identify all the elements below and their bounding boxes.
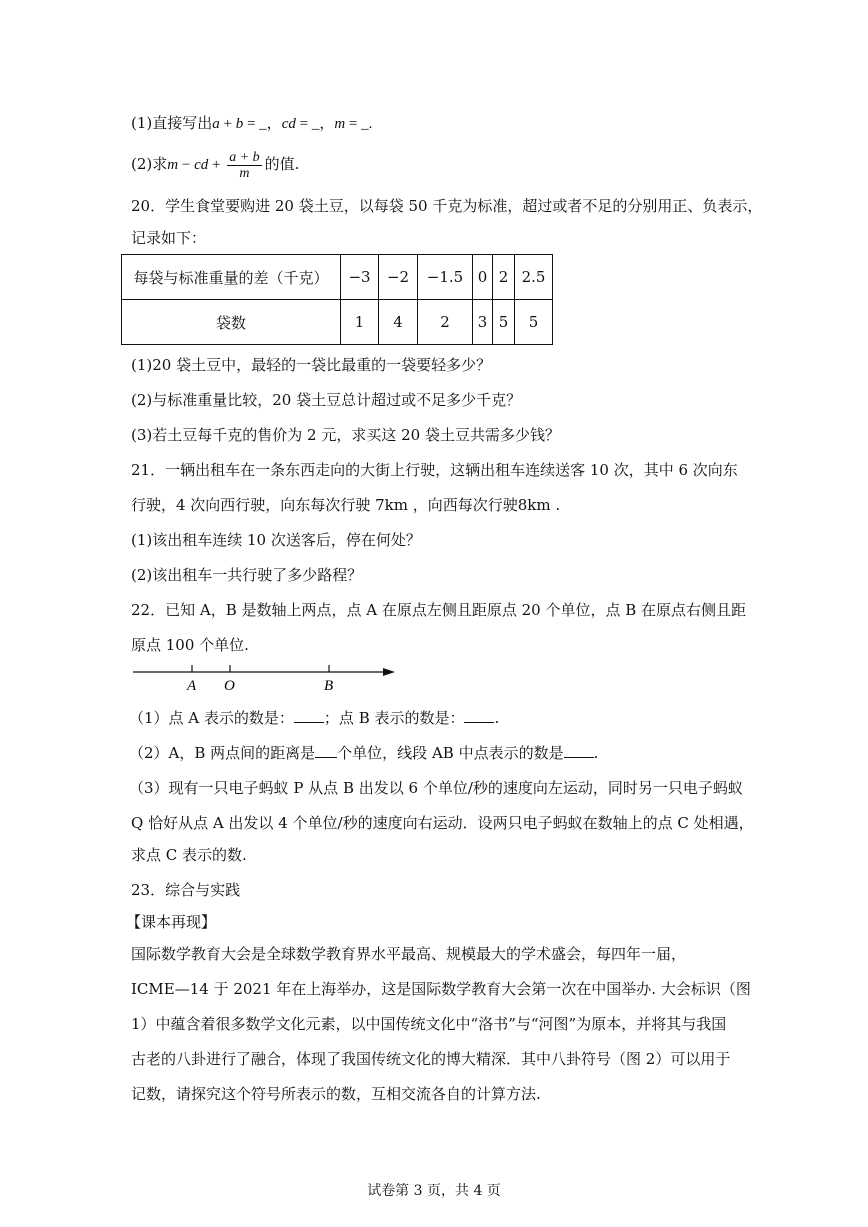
- q19-part1: (1)直接写出a + b = _，cd = _，m = _.: [131, 114, 373, 132]
- q23-para-line3: 1）中蕴含着很多数学文化元素，以中国传统文化中“洛书”与“河图”为原本，并将其与我国: [131, 1015, 727, 1033]
- fraction: $\frac{a + b}{m}$: [229, 149, 260, 181]
- table-header-cell: 袋数: [122, 300, 341, 345]
- answer-blank[interactable]: [315, 743, 337, 758]
- q21-sub1: (1)该出租车连续 10 次送客后，停在何处？: [131, 531, 421, 549]
- q23-section-heading: 【课本再现】: [126, 913, 217, 931]
- table-cell: 3: [473, 300, 493, 345]
- answer-blank[interactable]: [464, 708, 494, 723]
- q22-sub3-line2: Q 恰好从点 A 出发以 4 个单位/秒的速度向右运动．设两只电子蚂蚁在数轴上的点 C 处相遇，: [131, 814, 754, 832]
- point-label-o: O: [224, 678, 235, 694]
- q22-sub3-line1: （3）现有一只电子蚂蚁 P 从点 B 出发以 6 个单位/秒的速度向左运动，同时另一只电子蚂蚁: [129, 779, 743, 797]
- table-header-cell: 每袋与标准重量的差（千克）: [122, 255, 341, 300]
- number-line-figure: [131, 660, 401, 696]
- table-cell: 2: [493, 255, 515, 300]
- q21-sub2: (2)该出租车一共行驶了多少路程？: [131, 566, 363, 584]
- q23-para-line4: 古老的八卦进行了融合，体现了我国传统文化的博大精深．其中八卦符号（图 2）可以用于: [131, 1050, 731, 1068]
- weight-record-table: [121, 254, 553, 345]
- table-cell: −1.5: [418, 255, 473, 300]
- q20-sub1: (1)20 袋土豆中，最轻的一袋比最重的一袋要轻多少？: [131, 356, 492, 374]
- point-label-a: A: [187, 678, 197, 694]
- table-cell: 5: [493, 300, 515, 345]
- q21-stem-line2: 行驶，4 次向西行驶，向东每次行驶 7km ，向西每次行驶8km .: [131, 496, 561, 514]
- q20-sub3: (3)若土豆每千克的售价为 2 元，求买这 20 袋土豆共需多少钱？: [131, 426, 560, 444]
- page-footer: 试卷第 3 页，共 4 页: [367, 1183, 501, 1199]
- answer-blank[interactable]: [564, 743, 594, 758]
- q23-para-line1: 国际数学教育大会是全球数学教育界水平最高、规模最大的学术盛会，每四年一届，: [131, 945, 687, 963]
- q23-title: 23．综合与实践: [131, 881, 241, 899]
- q22-stem-line2: 原点 100 个单位.: [131, 636, 249, 654]
- point-label-b: B: [324, 678, 334, 694]
- q23-para-line2: ICME—14 于 2021 年在上海举办，这是国际数学教育大会第一次在中国举办. 大会标识（图: [131, 980, 751, 998]
- table-cell: 5: [515, 300, 553, 345]
- q20-sub2: (2)与标准重量比较，20 袋土豆总计超过或不足多少千克？: [131, 391, 522, 409]
- table-cell: −3: [341, 255, 379, 300]
- q22-sub1: （1）点 A 表示的数是： ；点 B 表示的数是： .: [129, 709, 500, 727]
- q19-part2: (2)求m − cd + $\frac{a + b}{m}$ 的值.: [131, 149, 300, 181]
- q22-sub3-line3: 求点 C 表示的数.: [131, 846, 247, 864]
- table-cell: 1: [341, 300, 379, 345]
- arrow-head-icon: [383, 668, 395, 676]
- q20-stem-line2: 记录如下：: [131, 229, 207, 247]
- table-cell: −2: [379, 255, 418, 300]
- table-cell: 2.5: [515, 255, 553, 300]
- q21-stem-line1: 21．一辆出租车在一条东西走向的大街上行驶，这辆出租车连续送客 10 次，其中 6 次向东: [131, 461, 738, 479]
- table-cell: 4: [379, 300, 418, 345]
- answer-blank[interactable]: [294, 708, 324, 723]
- q20-stem-line1: 20．学生食堂要购进 20 袋土豆，以每袋 50 千克为标准，超过或者不足的分别用正、负表示，: [131, 197, 763, 215]
- q22-sub2: （2）A，B 两点间的距离是 个单位，线段 AB 中点表示的数是 .: [129, 744, 599, 762]
- q23-para-line5: 记数，请探究这个符号所表示的数，互相交流各自的计算方法.: [131, 1085, 541, 1103]
- table-row: [122, 255, 553, 300]
- table-cell: 2: [418, 300, 473, 345]
- table-row: [122, 300, 553, 345]
- q22-stem-line1: 22．已知 A，B 是数轴上两点，点 A 在原点左侧且距原点 20 个单位，点 B 在原点右侧且距: [131, 601, 747, 619]
- table-cell: 0: [473, 255, 493, 300]
